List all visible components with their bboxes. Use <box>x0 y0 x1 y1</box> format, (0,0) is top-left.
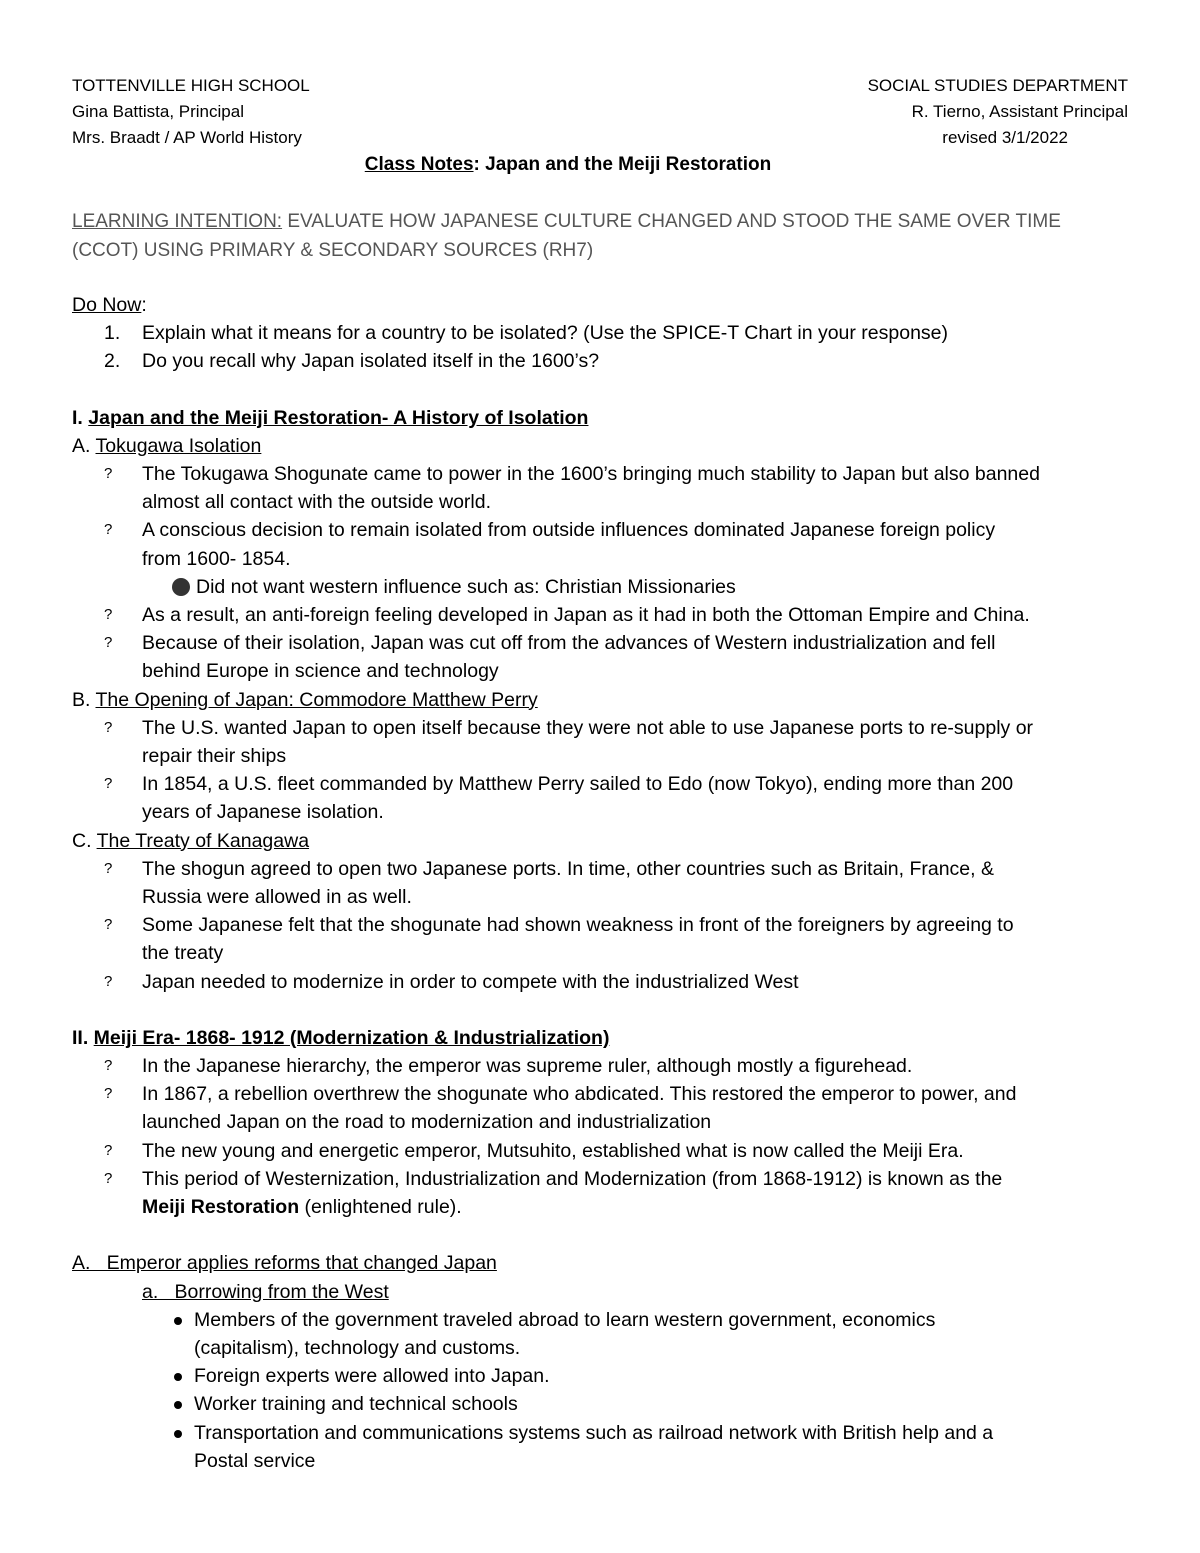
bullet-item <box>72 770 1132 826</box>
bullet-text: Postal service <box>194 1449 316 1472</box>
reforms-heading: A. Emperor applies reforms that changed Japan <box>72 1252 497 1275</box>
intention-label: LEARNING INTENTION: <box>72 211 283 232</box>
bullet-dot-icon <box>174 1317 182 1325</box>
missing-glyph-icon: ? <box>104 916 113 934</box>
bullet-item <box>72 1052 1132 1080</box>
bullet-text: This period of Westernization, Industrialization and Modernization (from 1868-1912) is known as the <box>142 1167 1003 1190</box>
bullet-item <box>72 1080 1132 1136</box>
missing-glyph-icon: ? <box>104 1057 113 1075</box>
header-right <box>868 73 1128 151</box>
bullet-text: behind Europe in science and technology <box>142 660 499 683</box>
subsection-title: The Opening of Japan: Commodore Matthew Perry <box>95 688 538 711</box>
section-heading <box>72 404 1132 432</box>
subsection-prefix: B. <box>72 688 96 711</box>
missing-glyph-icon: ? <box>104 606 113 624</box>
bullet-item <box>72 855 1132 911</box>
bullet-text: Worker training and technical schools <box>194 1393 518 1416</box>
section-prefix: II. <box>72 1026 94 1049</box>
item-text: Do you recall why Japan isolated itself in the 1600’s? <box>142 350 600 373</box>
bullet-item <box>72 629 1132 685</box>
bullet-item <box>72 460 1132 516</box>
bullet-text: The new young and energetic emperor, Mutsuhito, established what is now called the Meiji Era. <box>142 1139 964 1162</box>
list-item <box>72 1362 1132 1390</box>
intention-line1: EVALUATE HOW JAPANESE CULTURE CHANGED AND STOOD THE SAME OVER TIME <box>282 211 1061 232</box>
subsection-heading <box>72 432 1132 460</box>
subsection-heading <box>72 827 1132 855</box>
do-now-label: Do Now <box>72 294 142 316</box>
list-item <box>72 1306 1132 1362</box>
bullet-item <box>72 1165 1132 1221</box>
sub-bullet-item <box>72 573 1132 601</box>
item-number: 2. <box>104 350 121 373</box>
bullet-item <box>72 601 1132 629</box>
bullet-item <box>72 968 1132 996</box>
missing-glyph-icon: ? <box>104 1169 113 1187</box>
bullet-text: In the Japanese hierarchy, the emperor was supreme ruler, although mostly a figurehead. <box>142 1055 913 1078</box>
title-label: Class Notes <box>364 154 474 175</box>
bullet-text: Foreign experts were allowed into Japan. <box>194 1365 550 1388</box>
notes-content <box>72 291 1132 1475</box>
subsection-title: The Treaty of Kanagawa <box>96 829 310 852</box>
bullet-text: In 1854, a U.S. fleet commanded by Matthew Perry sailed to Edo (now Tokyo), ending more than 200 <box>142 773 1014 796</box>
missing-glyph-icon: ? <box>104 1141 113 1159</box>
learning-intention <box>72 207 1132 265</box>
bullet-text: launched Japan on the road to modernization and industrialization <box>142 1111 712 1134</box>
bullet-item <box>72 911 1132 967</box>
bullet-text: Russia were allowed in as well. <box>142 886 412 909</box>
page-title <box>0 152 1136 178</box>
subsection-prefix: C. <box>72 829 97 852</box>
missing-glyph-icon: ? <box>104 465 113 483</box>
bullet-text: the treaty <box>142 942 224 965</box>
title-rest: : Japan and the Meiji Restoration <box>473 154 772 175</box>
bullet-text: Members of the government traveled abroad to learn western government, economics <box>194 1308 936 1331</box>
subsection-heading <box>72 686 1132 714</box>
missing-glyph-icon: ? <box>104 718 113 736</box>
bullet-dot-icon <box>174 1373 182 1381</box>
list-item <box>72 1390 1132 1418</box>
bullet-text: (capitalism), technology and customs. <box>194 1336 521 1359</box>
bullet-text: (enlightened rule). <box>299 1196 462 1219</box>
sub-bullet-text: Did not want western influence such as: Christian Missionaries <box>196 575 736 598</box>
missing-glyph-icon: ? <box>104 634 113 652</box>
bullet-dot-icon <box>174 1430 182 1438</box>
subsection-title: Tokugawa Isolation <box>95 434 262 457</box>
do-now-colon: : <box>141 294 147 316</box>
bullet-dot-icon <box>174 1401 182 1409</box>
bullet-item <box>72 516 1132 572</box>
missing-glyph-icon: ? <box>104 521 113 539</box>
item-number: 1. <box>104 322 121 345</box>
header-left <box>72 73 310 151</box>
section-title: Japan and the Meiji Restoration- A History of Isolation <box>88 406 589 429</box>
bullet-text: The U.S. wanted Japan to open itself because they were not able to use Japanese ports to re-supply or <box>142 716 1034 739</box>
missing-glyph-icon: ? <box>104 972 113 990</box>
subsection-prefix: A. <box>72 434 96 457</box>
missing-glyph-icon: ? <box>104 775 113 793</box>
missing-glyph-icon: ? <box>104 1085 113 1103</box>
bullet-text: almost all contact with the outside world. <box>142 491 492 514</box>
teacher-course: Mrs. Braadt / AP World History <box>72 128 302 147</box>
bullet-text: Japan needed to modernize in order to compete with the industrialized West <box>142 970 799 993</box>
bullet-text: from 1600- 1854. <box>142 547 291 570</box>
bullet-item <box>72 714 1132 770</box>
reforms-subheading: a. Borrowing from the West <box>142 1280 389 1303</box>
department-name: SOCIAL STUDIES DEPARTMENT <box>867 76 1128 95</box>
missing-glyph-icon: ? <box>104 859 113 877</box>
revision-date: revised 3/1/2022 <box>942 128 1068 147</box>
bullet-text: Transportation and communications systems such as railroad network with British help and a <box>194 1421 994 1444</box>
section-heading <box>72 1024 1132 1052</box>
do-now-heading <box>72 291 1132 319</box>
bullet-text: years of Japanese isolation. <box>142 801 384 824</box>
list-item <box>72 347 1132 375</box>
list-item <box>72 319 1132 347</box>
bullet-item <box>72 1137 1132 1165</box>
bullet-text: The Tokugawa Shogunate came to power in the 1600’s bringing much stability to Japan but also banned <box>142 463 1040 486</box>
bullet-text: The shogun agreed to open two Japanese ports. In time, other countries such as Britain, France, & <box>142 857 994 880</box>
bullet-text: As a result, an anti-foreign feeling developed in Japan as it had in both the Ottoman Empire and China. <box>142 604 1030 627</box>
section-title: Meiji Era- 1868- 1912 (Modernization & Industrialization) <box>93 1026 610 1049</box>
item-text: Explain what it means for a country to be isolated? (Use the SPICE-T Chart in your response) <box>142 322 949 345</box>
bullet-text: Some Japanese felt that the shogunate had shown weakness in front of the foreigners by agreeing to <box>142 914 1014 937</box>
filled-circle-icon <box>172 578 190 596</box>
bullet-text: A conscious decision to remain isolated from outside influences dominated Japanese foreign policy <box>142 519 996 542</box>
principal-name: Gina Battista, Principal <box>72 102 244 121</box>
school-name: TOTTENVILLE HIGH SCHOOL <box>72 76 310 95</box>
section-prefix: I. <box>72 406 89 429</box>
intention-line2: (CCOT) USING PRIMARY & SECONDARY SOURCES (RH7) <box>72 240 594 261</box>
bullet-text: In 1867, a rebellion overthrew the shogunate who abdicated. This restored the emperor to power, and <box>142 1083 1017 1106</box>
assistant-principal: R. Tierno, Assistant Principal <box>911 102 1128 121</box>
list-item <box>72 1419 1132 1475</box>
bullet-text: repair their ships <box>142 745 287 768</box>
bold-term: Meiji Restoration <box>142 1196 300 1219</box>
bullet-text: Because of their isolation, Japan was cut off from the advances of Western industrialization and fell <box>142 632 996 655</box>
